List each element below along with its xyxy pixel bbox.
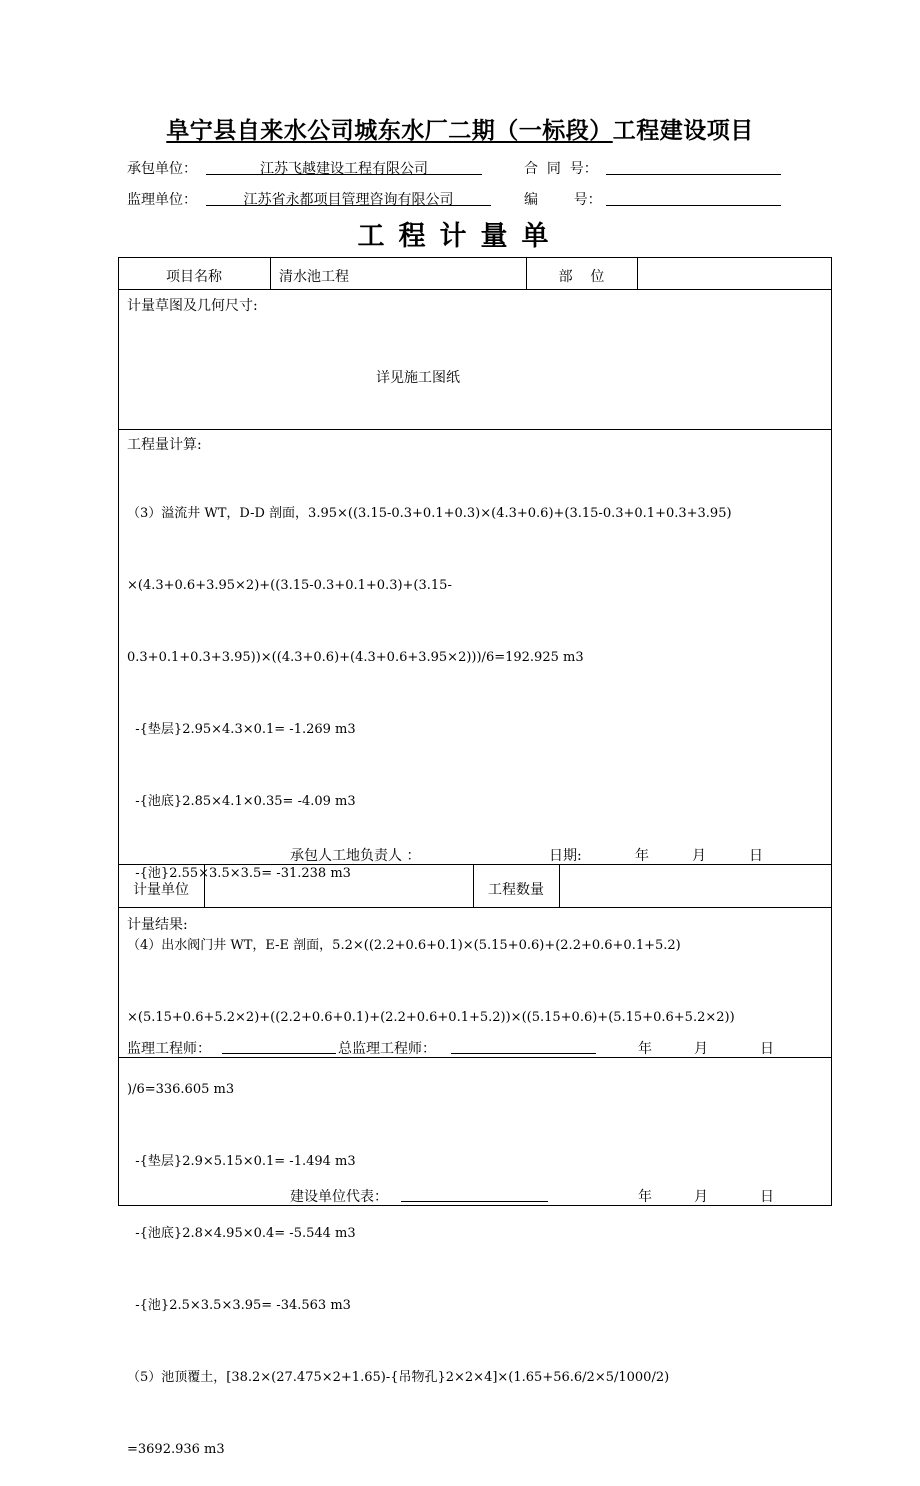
project-name-value: 清水池工程 [279, 269, 349, 285]
owner-date-day: 日 [760, 1189, 774, 1205]
contractor-rep-label: 承包人工地负责人 ： [290, 848, 421, 864]
contractor-label: 承包单位： [127, 161, 197, 177]
owner-rep-label: 建设单位代表： [290, 1189, 388, 1205]
date-year: 年 [635, 848, 649, 864]
col-divider [637, 257, 638, 289]
calc-line: =3692.936 m3 [127, 1442, 225, 1457]
calc-line: （4）出水阀门井 WT，E-E 剖面，5.2×((2.2+0.6+0.1)×(5.15+0.6)+(2.2+0.6+0.1+5.2) [127, 938, 681, 953]
row-divider [118, 907, 832, 908]
calc-line: -{垫层}2.95×4.3×0.1= -1.269 m3 [127, 722, 356, 737]
col-divider [559, 864, 560, 907]
result-label: 计量结果: [127, 917, 188, 933]
supervising-engineer-label: 监理工程师： [127, 1041, 211, 1057]
calc-line: -{垫层}2.9×5.15×0.1= -1.494 m3 [127, 1154, 356, 1169]
calc-line: -{池}2.55×3.5×3.5= -31.238 m3 [127, 866, 351, 881]
project-title-underlined: 阜宁县自来水公司城东水厂二期（一标段） [166, 118, 613, 144]
supervisor-value: 江苏省永都项目管理咨询有限公司 [206, 189, 491, 206]
row-divider [118, 289, 832, 290]
project-name-label: 项目名称 [166, 269, 222, 285]
quantity-calc-label: 工程量计算: [127, 437, 202, 453]
contractor-value: 江苏飞越建设工程有限公司 [206, 158, 482, 175]
calc-line: -{池}2.5×3.5×3.95= -34.563 m3 [127, 1298, 351, 1313]
calc-line: -{池底}2.8×4.95×0.4= -5.544 m3 [127, 1226, 356, 1241]
calc-line: （3）溢流井 WT，D-D 剖面，3.95×((3.15-0.3+0.1+0.3)×(4.3+0.6)+(3.15-0.3+0.1+0.3+3.95) [127, 506, 732, 521]
result-date-year: 年 [638, 1041, 652, 1057]
serial-no-label: 编 号： [524, 192, 602, 208]
result-date-month: 月 [694, 1041, 708, 1057]
calc-line: -{池底}2.85×4.1×0.35= -4.09 m3 [127, 794, 356, 809]
unit-label: 计量单位 [133, 882, 189, 898]
project-title-rest: 工程建设项目 [612, 118, 754, 144]
supervising-engineer-signature-line[interactable] [222, 1037, 336, 1054]
row-divider [118, 864, 832, 865]
calc-line: 0.3+0.1+0.3+3.95))×((4.3+0.6)+(4.3+0.6+3.95×2)))/6=192.925 m3 [127, 650, 584, 665]
calc-lines [127, 454, 735, 1486]
contract-no-value [606, 158, 781, 175]
col-divider [204, 864, 205, 907]
col-divider [270, 257, 271, 289]
sketch-label: 计量草图及几何尺寸: [127, 298, 258, 314]
row-divider [118, 1057, 832, 1058]
chief-supervising-engineer-signature-line[interactable] [451, 1037, 596, 1054]
calc-line: （5）池顶覆土，[38.2×(27.475×2+1.65)-{吊物孔}2×2×4]×(1.65+56.6/2×5/1000/2) [127, 1370, 670, 1385]
project-title [0, 112, 920, 145]
chief-supervising-engineer-label: 总监理工程师： [338, 1041, 436, 1057]
result-date-day: 日 [760, 1041, 774, 1057]
sketch-value: 详见施工图纸 [376, 370, 460, 386]
owner-date-year: 年 [638, 1189, 652, 1205]
owner-rep-signature-line[interactable] [401, 1185, 548, 1202]
owner-date-month: 月 [694, 1189, 708, 1205]
quantity-label: 工程数量 [488, 882, 544, 898]
location-label: 部 位 [558, 269, 605, 285]
supervisor-label: 监理单位： [127, 192, 197, 208]
calc-line: ×(5.15+0.6+5.2×2)+((2.2+0.6+0.1)+(2.2+0.6+0.1+5.2))×((5.15+0.6)+(5.15+0.6+5.2×2)) [127, 1010, 735, 1025]
calc-line: )/6=336.605 m3 [127, 1082, 235, 1097]
row-divider [118, 429, 832, 430]
calc-line: ×(4.3+0.6+3.95×2)+((3.15-0.3+0.1+0.3)+(3.15- [127, 578, 452, 593]
contract-no-label: 合 同 号： [524, 161, 598, 177]
serial-no-value [606, 189, 781, 206]
date-day: 日 [749, 848, 763, 864]
date-label: 日期: [549, 848, 582, 864]
form-title: 工程计量单 [357, 221, 563, 252]
date-month: 月 [692, 848, 706, 864]
